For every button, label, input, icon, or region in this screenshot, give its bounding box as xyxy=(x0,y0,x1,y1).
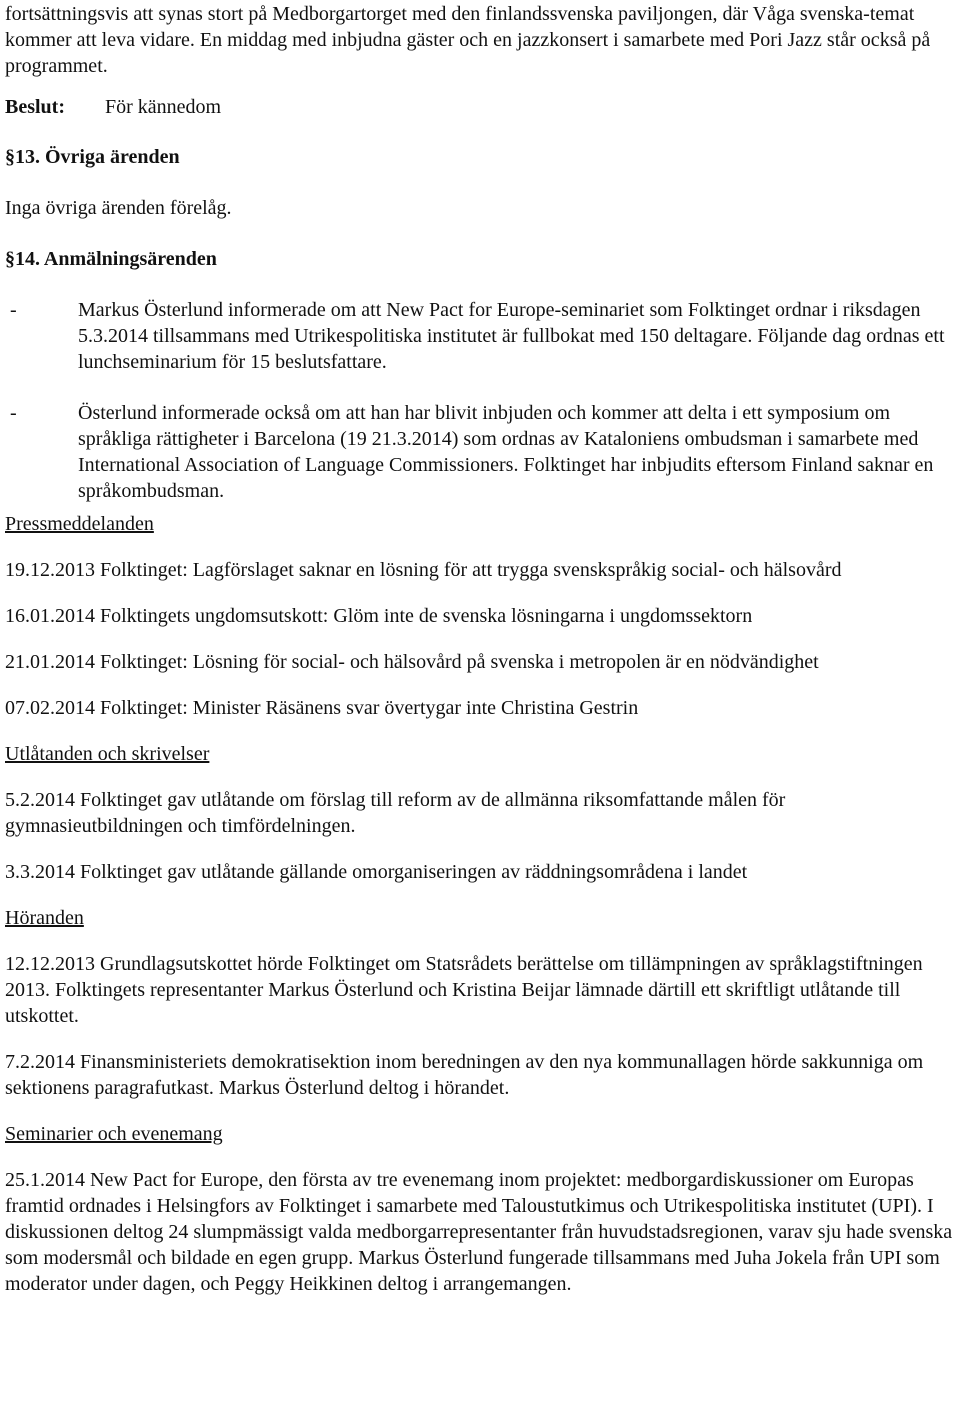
hearing-item: 12.12.2013 Grundlagsutskottet hörde Folktinget om Statsrådets berättelse om tillämpningen av språklagstiftningen 2013. Folktingets representanter Markus Österlund och Kristina Beijar lämnade därtill ett skriftligt utlåtande till utskottet. xyxy=(5,953,923,1027)
press-item: 16.01.2014 Folktingets ungdomsutskott: Glöm inte de svenska lösningarna i ungdomssektorn xyxy=(5,605,753,627)
notification-text: Markus Österlund informerade om att New Pact for Europe-seminariet som Folktinget ordnar i riksdagen 5.3.2014 tillsammans med Utrikespolitiska institutet är fullbokat med 150 deltagare. Följande dag ordnas ett lunchseminarium för 15 beslutsfattare. xyxy=(78,299,945,373)
notification-item xyxy=(5,297,955,375)
notification-item xyxy=(5,400,955,504)
section-13-body: Inga övriga ärenden förelåg. xyxy=(5,197,232,219)
section-14-title: §14. Anmälningsärenden xyxy=(5,248,217,270)
dash-marker: - xyxy=(10,402,17,424)
notification-text: Österlund informerade också om att han har blivit inbjuden och kommer att delta i ett symposium om språkliga rättigheter i Barcelona (19 21.3.2014) som ordnas av Kataloniens ombudsman i samarbete med International Association of Language Commissioners. Folktinget har inbjudits eftersom Finland saknar en språkombudsman. xyxy=(78,402,934,502)
press-item: 07.02.2014 Folktinget: Minister Räsänens svar övertygar inte Christina Gestrin xyxy=(5,697,639,719)
seminar-item: 25.1.2014 New Pact for Europe, den första av tre evenemang inom projektet: medborgardiskussioner om Europas framtid ordnades i Helsingfors av Folktinget i samarbete med Taloustutkimus och Utrikespolitiska institutet (UPI). I diskussionen deltog 24 slumpmässigt valda medborgarrepresentanter från huvudstadsregionen, varav sju hade svenska som modersmål och bildade en egen grupp. Markus Österlund fungerade tillsammans med Juha Jokela från UPI som moderator under dagen, och Peggy Heikkinen deltog i arrangemangen. xyxy=(5,1169,953,1295)
press-item: 21.01.2014 Folktinget: Lösning för social- och hälsovård på svenska i metropolen är en nödvändighet xyxy=(5,651,819,673)
press-heading: Pressmeddelanden xyxy=(5,513,154,535)
statement-item: 5.2.2014 Folktinget gav utlåtande om förslag till reform av de allmänna riksomfattande målen för gymnasieutbildningen och timfördelningen. xyxy=(5,789,786,837)
hearings-heading: Höranden xyxy=(5,907,84,929)
press-item: 19.12.2013 Folktinget: Lagförslaget saknar en lösning för att trygga svenskspråkig social- och hälsovård xyxy=(5,559,842,581)
intro-paragraph: fortsättningsvis att synas stort på Medborgartorget med den finlandssvenska paviljongen, där Våga svenska-temat kommer att leva vidare. En middag med inbjudna gäster och en jazzkonsert i samarbete med Pori Jazz står också på programmet. xyxy=(5,3,931,77)
section-13-title: §13. Övriga ärenden xyxy=(5,146,180,168)
decision-line xyxy=(5,94,955,120)
dash-marker: - xyxy=(10,299,17,321)
seminars-heading: Seminarier och evenemang xyxy=(5,1123,223,1145)
hearing-item: 7.2.2014 Finansministeriets demokratisektion inom beredningen av den nya kommunallagen hörde sakkunniga om sektionens paragrafutkast. Markus Österlund deltog i hörandet. xyxy=(5,1051,924,1099)
statement-item: 3.3.2014 Folktinget gav utlåtande gällande omorganiseringen av räddningsområdena i landet xyxy=(5,861,748,883)
statements-heading: Utlåtanden och skrivelser xyxy=(5,743,210,765)
decision-label: Beslut: xyxy=(5,96,65,118)
document-page xyxy=(5,1,955,1297)
decision-value: För kännedom xyxy=(105,96,222,118)
